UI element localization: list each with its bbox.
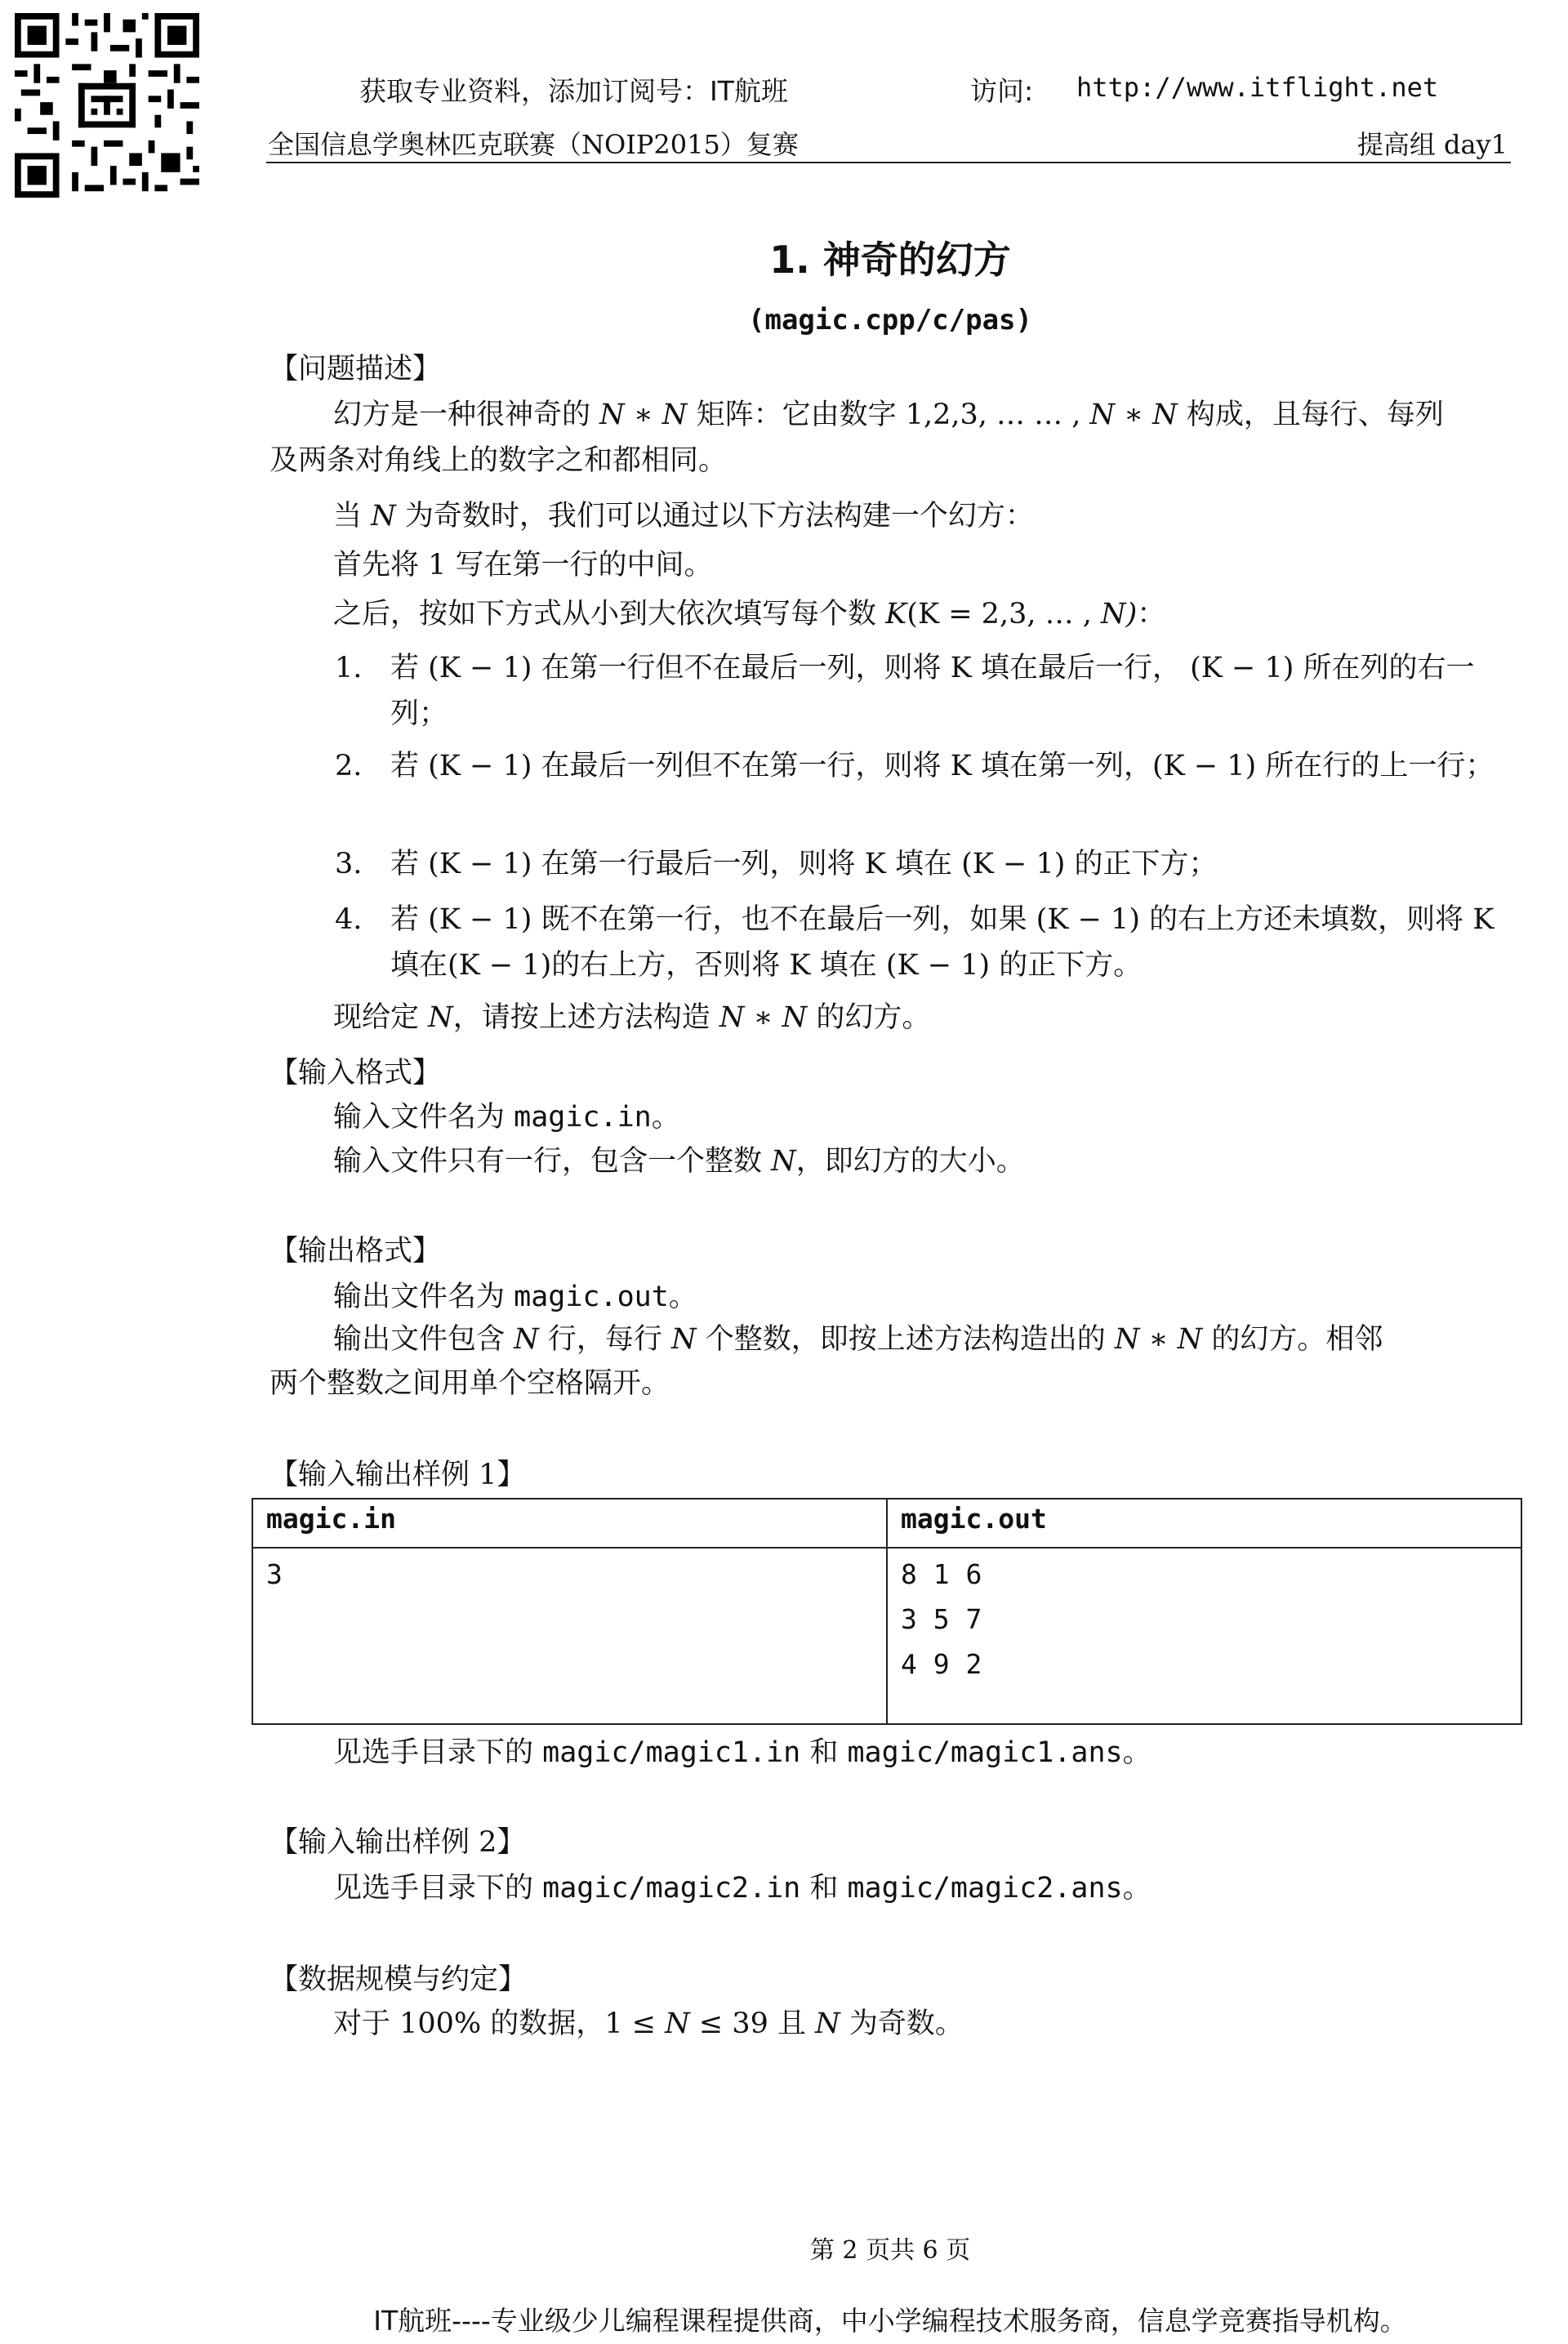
input-line-2: 输入文件只有一行，包含一个整数 N，即幻方的大小。 bbox=[333, 1145, 1025, 1178]
description-paragraph-4: 之后，按如下方式从小到大依次填写每个数 K(K = 2,3, … , N)： bbox=[333, 598, 1166, 631]
contest-header: 全国信息学奥林匹克联赛（NOIP2015）复赛 bbox=[268, 129, 799, 160]
sample-input-cell: 3 bbox=[252, 1548, 887, 1724]
rule-text: 若 (K − 1) 在最后一列但不在第一行，则将 K 填在第一列，(K − 1) 所在行的上一行； bbox=[390, 750, 1494, 782]
sample-1-note: 见选手目录下的 magic/magic1.in 和 magic/magic1.ans。 bbox=[333, 1736, 1152, 1769]
section-output: 【输出格式】 bbox=[270, 1235, 442, 1268]
rule-text: 若 (K − 1) 在第一行最后一列，则将 K 填在 (K − 1) 的正下方； bbox=[390, 848, 1218, 880]
table-header-output: magic.out bbox=[887, 1499, 1521, 1548]
problem-title: 1. 神奇的幻方 bbox=[769, 238, 1011, 282]
visit-label: 访问: bbox=[970, 75, 1034, 107]
header-divider bbox=[266, 162, 1511, 163]
rule-number: 4. bbox=[335, 903, 363, 936]
page-number: 第 2 页共 6 页 bbox=[809, 2236, 971, 2265]
promo-text: 获取专业资料，添加订阅号：IT航班 bbox=[359, 75, 788, 107]
sample-output-line: 3 5 7 bbox=[901, 1603, 982, 1635]
description-paragraph-3: 首先将 1 写在第一行的中间。 bbox=[333, 549, 713, 582]
output-line-1: 输出文件名为 magic.out。 bbox=[333, 1281, 697, 1313]
limits-text: 对于 100% 的数据，1 ≤ N ≤ 39 且 N 为奇数。 bbox=[333, 2008, 964, 2040]
section-description: 【问题描述】 bbox=[270, 353, 442, 385]
description-paragraph-5: 现给定 N，请按上述方法构造 N ∗ N 的幻方。 bbox=[333, 1001, 931, 1034]
rule-number: 2. bbox=[335, 750, 363, 782]
footer-slogan: IT航班----专业级少儿编程课程提供商，中小学编程技术服务商，信息学竞赛指导机构。 bbox=[373, 2305, 1407, 2337]
section-limits: 【数据规模与约定】 bbox=[270, 1963, 528, 1996]
sample-2-note: 见选手目录下的 magic/magic2.in 和 magic/magic2.ans。 bbox=[333, 1872, 1152, 1905]
section-input: 【输入格式】 bbox=[270, 1057, 442, 1090]
table-header-input: magic.in bbox=[252, 1499, 887, 1548]
output-line-2: 输出文件包含 N 行，每行 N 个整数，即按上述方法构造出的 N ∗ N 的幻方。相邻 bbox=[333, 1323, 1383, 1356]
rule-text: 若 (K − 1) 在第一行但不在最后一列，则将 K 填在最后一行， (K − 1) 所在列的右一列； bbox=[390, 652, 1475, 730]
sample-output-line: 4 9 2 bbox=[901, 1648, 982, 1680]
description-paragraph-1-cont: 及两条对角线上的数字之和都相同。 bbox=[270, 444, 728, 477]
description-paragraph-1: 幻方是一种很神奇的 N ∗ N 矩阵：它由数字 1,2,3, … … , N ∗ N 构成，且每行、每列 bbox=[333, 399, 1444, 431]
group-day-header: 提高组 day1 bbox=[1356, 129, 1508, 160]
sample-output-line: 8 1 6 bbox=[901, 1558, 982, 1590]
qr-code-image bbox=[15, 13, 199, 198]
rule-text: 若 (K − 1) 既不在第一行，也不在最后一列，如果 (K − 1) 的右上方还未填数，则将 K 填在(K − 1)的右上方，否则将 K 填在 (K − 1) 的正下方。 bbox=[390, 903, 1494, 982]
section-sample-2: 【输入输出样例 2】 bbox=[270, 1826, 526, 1859]
rule-number: 3. bbox=[335, 848, 363, 880]
sample-io-table bbox=[252, 1498, 1522, 1725]
sample-output-cell bbox=[887, 1548, 1521, 1724]
site-url-link[interactable]: http://www.itflight.net bbox=[1076, 72, 1439, 103]
input-line-1: 输入文件名为 magic.in。 bbox=[333, 1101, 680, 1134]
rule-number: 1. bbox=[335, 652, 363, 684]
problem-filename: (magic.cpp/c/pas) bbox=[748, 304, 1032, 336]
description-paragraph-2: 当 N 为奇数时，我们可以通过以下方法构建一个幻方： bbox=[333, 500, 1034, 533]
output-line-3: 两个整数之间用单个空格隔开。 bbox=[270, 1367, 670, 1400]
section-sample-1: 【输入输出样例 1】 bbox=[270, 1459, 526, 1491]
